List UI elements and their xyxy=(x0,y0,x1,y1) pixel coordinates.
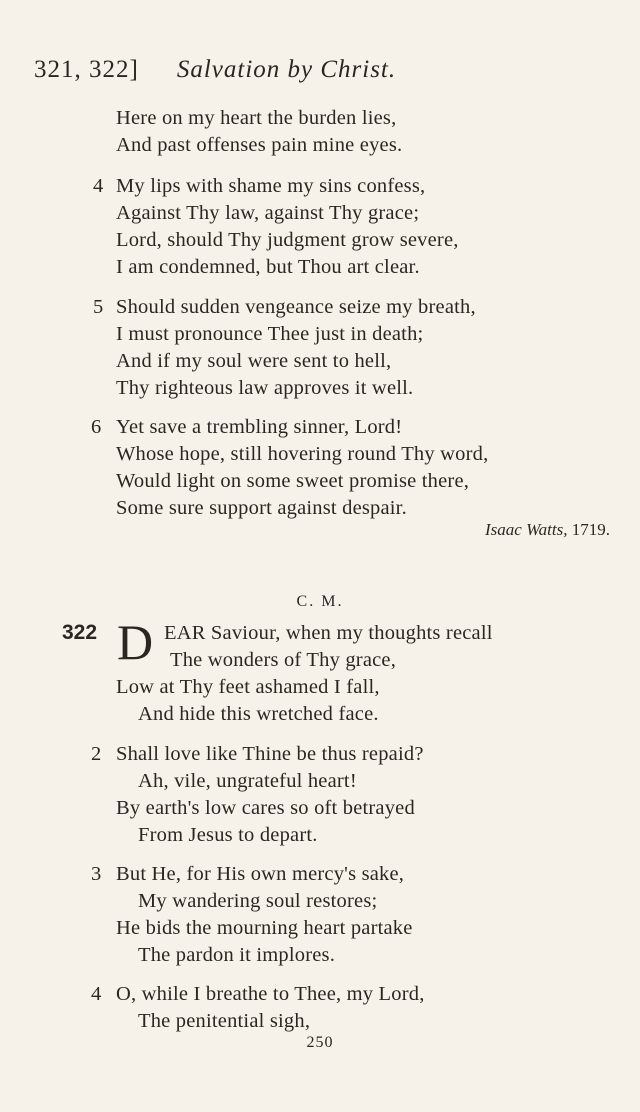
verse-line: By earth's low cares so oft betrayed xyxy=(116,797,415,819)
verse-line: Should sudden vengeance seize my breath, xyxy=(116,296,476,318)
verse-line: Lord, should Thy judgment grow severe, xyxy=(116,229,459,251)
page-number: 250 xyxy=(306,1034,334,1051)
verse-line: From Jesus to depart. xyxy=(138,824,318,846)
verse-line: Ah, vile, ungrateful heart! xyxy=(138,770,357,792)
verse-line: EAR Saviour, when my thoughts recall xyxy=(164,622,493,644)
header-hymn-numbers: 321, 322] xyxy=(34,56,139,83)
verse-number: 6 xyxy=(91,416,102,438)
verse-line: And past offenses pain mine eyes. xyxy=(116,134,403,156)
verse-line: He bids the mourning heart partake xyxy=(116,917,413,939)
verse-line: My wandering soul restores; xyxy=(138,890,378,912)
verse-number: 2 xyxy=(91,743,102,765)
verse-line: Whose hope, still hovering round Thy word, xyxy=(116,443,489,465)
verse-line: Against Thy law, against Thy grace; xyxy=(116,202,420,224)
meter-label: C. M. xyxy=(296,593,344,610)
author-year: 1719. xyxy=(571,520,610,539)
verse-number: 4 xyxy=(93,175,104,197)
header-section-title: Salvation by Christ. xyxy=(176,56,397,83)
verse-line: Would light on some sweet promise there, xyxy=(116,470,470,492)
drop-cap-letter: D xyxy=(117,614,154,670)
verse-number: 4 xyxy=(91,983,102,1005)
verse-line: Shall love like Thine be thus repaid? xyxy=(116,743,424,765)
verse-line: Here on my heart the burden lies, xyxy=(116,107,397,129)
author-attribution xyxy=(485,520,610,540)
verse-line: My lips with shame my sins confess, xyxy=(116,175,426,197)
hymn-number: 322 xyxy=(62,621,98,644)
verse-line: The pardon it implores. xyxy=(138,944,336,966)
verse-line: And if my soul were sent to hell, xyxy=(116,350,392,372)
verse-line: The wonders of Thy grace, xyxy=(170,649,397,671)
verse-line: I am condemned, but Thou art clear. xyxy=(116,256,420,278)
verse-line: Thy righteous law approves it well. xyxy=(116,377,414,399)
author-name: Isaac Watts, xyxy=(485,520,568,539)
verse-line: I must pronounce Thee just in death; xyxy=(116,323,424,345)
running-header xyxy=(34,56,396,84)
verse-line: And hide this wretched face. xyxy=(138,703,379,725)
verse-line: But He, for His own mercy's sake, xyxy=(116,863,405,885)
verse-line: The penitential sigh, xyxy=(138,1010,311,1032)
verse-number: 3 xyxy=(91,863,102,885)
verse-line: O, while I breathe to Thee, my Lord, xyxy=(116,983,425,1005)
verse-line: Yet save a trembling sinner, Lord! xyxy=(116,416,403,438)
verse-line: Some sure support against despair. xyxy=(116,497,407,519)
verse-number: 5 xyxy=(93,296,104,318)
verse-line: Low at Thy feet ashamed I fall, xyxy=(116,676,380,698)
